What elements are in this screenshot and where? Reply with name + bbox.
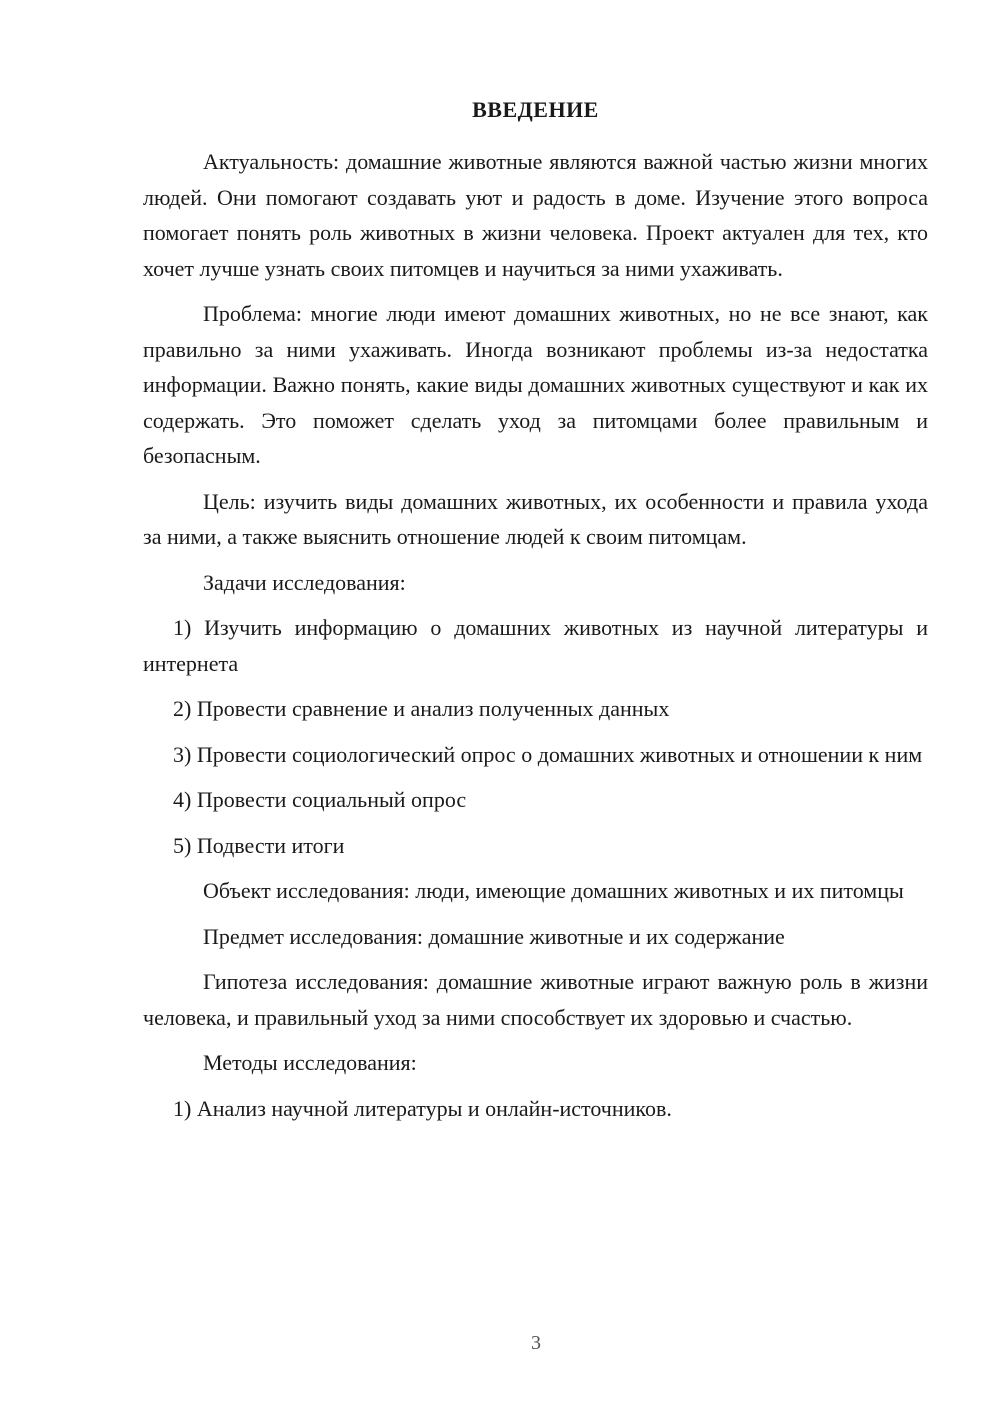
list-item: 1) Изучить информацию о домашних животных из научной литературы и интернета [143,615,928,676]
list-item: 2) Провести сравнение и анализ полученных данных [173,696,670,721]
paragraph-problem: Проблема: многие люди имеют домашних животных, но не все знают, как правильно за ними ухаживать. Иногда возникают проблемы из-за недостатка информации. Важно понять, какие виды домашних животных существуют и как их содержать. Это поможет сделать уход за питомцами более правильным и безопасным. [143,301,928,468]
paragraph-subject: Предмет исследования: домашние животные и их содержание [203,923,785,949]
paragraph-methods-heading: Методы исследования: [203,1050,417,1075]
paragraph-tasks-heading: Задачи исследования: [203,569,406,595]
page-number: 3 [531,1332,541,1354]
paragraph-hypothesis: Гипотеза исследования: домашние животные играют важную роль в жизни человека, и правильный уход за ними способствует их здоровью и счастью. [143,969,928,1030]
list-item: 1) Анализ научной литературы и онлайн-источников. [173,1095,672,1121]
list-item: 4) Провести социальный опрос [173,787,467,812]
list-item: 3) Провести социологический опрос о домашних животных и отношении к ним [173,741,923,767]
paragraph-object: Объект исследования: люди, имеющие домашних животных и их питомцы [203,878,904,903]
document-page [143,92,928,1136]
paragraph-goal: Цель: изучить виды домашних животных, их особенности и правила ухода за ними, а также выяснить отношение людей к своим питомцам. [143,488,928,549]
page-title: ВВЕДЕНИЕ [472,97,599,122]
paragraph-relevance: Актуальность: домашние животные являются важной частью жизни многих людей. Они помогают создавать уют и радость в доме. Изучение этого вопроса помогает понять роль животных в жизни человека. Проект актуален для тех, кто хочет лучше узнать своих питомцев и научиться за ними ухаживать. [143,149,928,281]
list-item: 5) Подвести итоги [173,832,345,858]
